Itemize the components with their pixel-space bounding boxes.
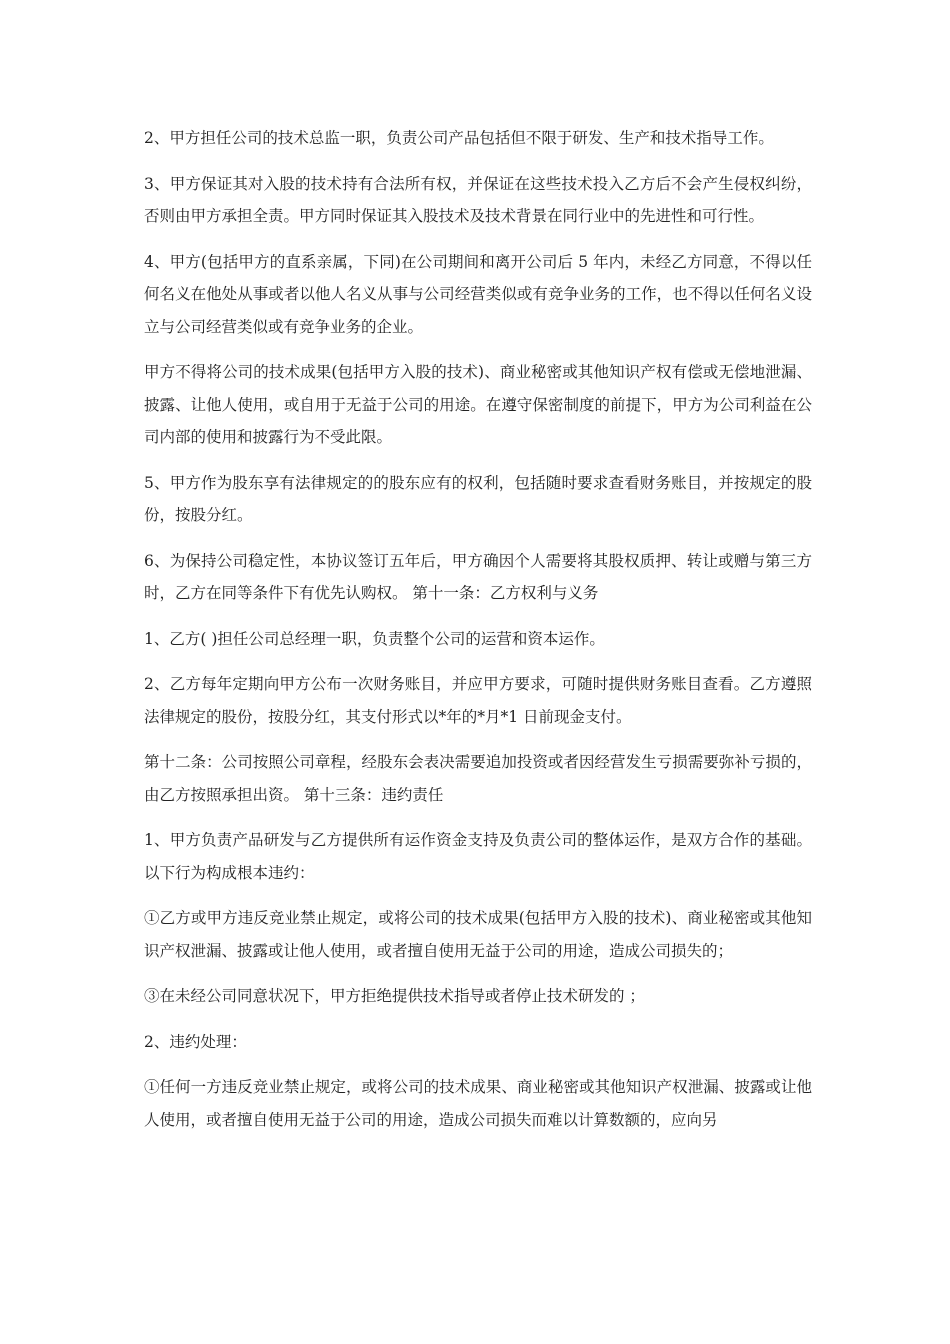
paragraph-party-b-clause-1: 1、乙方( )担任公司总经理一职，负责整个公司的运营和资本运作。 <box>144 629 605 648</box>
paragraph-breach-handling-heading: 2、违约处理： <box>144 1032 247 1051</box>
paragraph-clause-5-shareholder-rights: 5、甲方作为股东享有法律规定的的股东应有的权利，包括随时要求查看财务账目，并按规定的股份，按股分红。 <box>144 473 812 524</box>
paragraph-party-b-clause-2: 2、乙方每年定期向甲方公布一次财务账目，并应甲方要求，可随时提供财务账目查看。乙方遵照法律规定的股份，按股分红，其支付形式以*年的*月*1 日前现金支付。 <box>144 675 812 726</box>
paragraph-breach-handling-item-1: ①任何一方违反竞业禁止规定，或将公司的技术成果、商业秘密或其他知识产权泄漏、披露或让他人使用，或者擅自使用无益于公司的用途，造成公司损失而难以计算数额的，应向另 <box>144 1078 812 1129</box>
paragraph-breach-item-1: ①乙方或甲方违反竞业禁止规定，或将公司的技术成果(包括甲方入股的技术)、商业秘密或其他知识产权泄漏、披露或让他人使用，或者擅自使用无益于公司的用途，造成公司损失的； <box>144 909 812 960</box>
paragraph-breach-item-3: ③在未经公司同意状况下，甲方拒绝提供技术指导或者停止技术研发的 ； <box>144 987 645 1005</box>
paragraph-clause-3-tech-ownership: 3、甲方保证其对入股的技术持有合法所有权，并保证在这些技术投入乙方后不会产生侵权纠纷，否则由甲方承担全责。甲方同时保证其入股技术及技术背景在同行业中的先进性和可行性。 <box>144 174 812 225</box>
paragraph-article-12: 第十二条：公司按照公司章程，经股东会表决需要追加投资或者因经营发生亏损需要弥补亏损的，由乙方按照承担出资。 第十三条：违约责任 <box>144 753 812 804</box>
paragraph-clause-6-share-transfer: 6、为保持公司稳定性，本协议签订五年后，甲方确因个人需要将其股权质押、转让或赠与第三方时，乙方在同等条件下有优先认购权。 第十一条：乙方权利与义务 <box>144 551 812 602</box>
paragraph-confidentiality: 甲方不得将公司的技术成果(包括甲方入股的技术)、商业秘密或其他知识产权有偿或无偿地泄漏、披露、让他人使用，或自用于无益于公司的用途。在遵守保密制度的前提下，甲方为公司利益在公司内部的使用和披露行为不受此限。 <box>144 363 812 446</box>
paragraph-clause-4-non-compete: 4、甲方(包括甲方的直系亲属，下同)在公司期间和离开公司后 5 年内，未经乙方同意，不得以任何名义在他处从事或者以他人名义从事与公司经营类似或有竞争业务的工作，也不得以任何名义设立与公司经营类似或有竞争业务的企业。 <box>144 252 812 336</box>
paragraph-breach-clause-1: 1、甲方负责产品研发与乙方提供所有运作资金支持及负责公司的整体运作，是双方合作的基础。以下行为构成根本违约： <box>144 831 812 882</box>
document-body <box>144 122 812 1149</box>
paragraph-clause-2-tech-director: 2、甲方担任公司的技术总监一职，负责公司产品包括但不限于研发、生产和技术指导工作。 <box>144 129 774 147</box>
